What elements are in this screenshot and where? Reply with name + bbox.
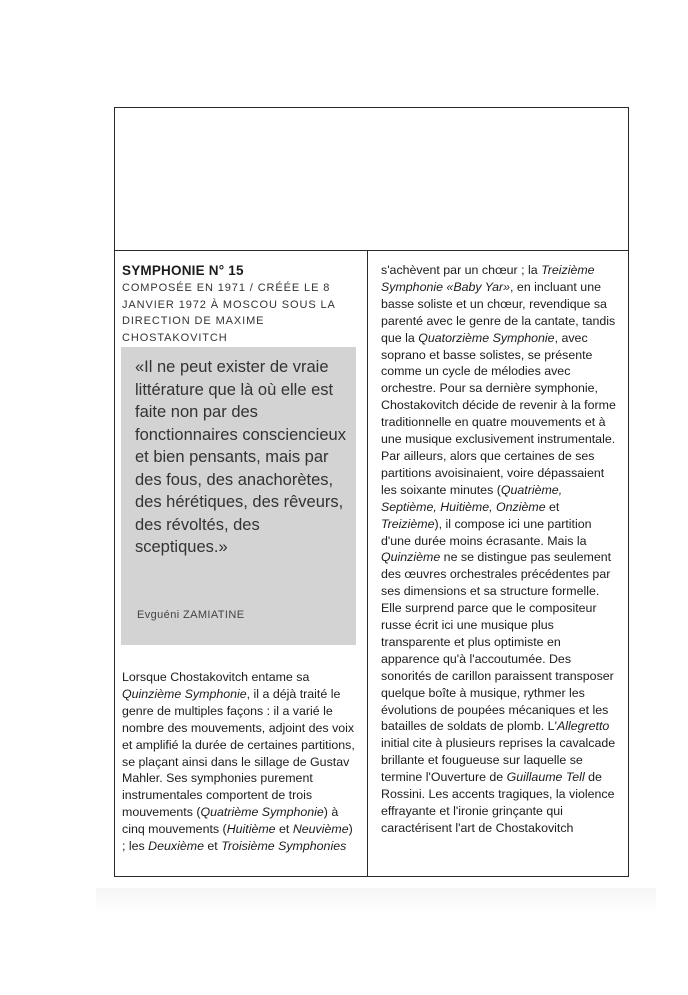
body-text-right: s'achèvent par un chœur ; la Treizième Symphonie «Baby Yar», en incluant une basse soliste et un chœur, revendique sa parenté avec le genre de la cantate, tandis que la Quatorzième Symphonie, avec soprano et basse solistes, se présente comme un cycle de mélodies avec orchestre. Pour sa dernière symphonie, Chostakovitch décide de revenir à la forme traditionnelle en quatre mouvements et à une musique exclusivement instrumentale. Par ailleurs, alors que certaines de ses partitions avoisinaient, voire dépassaient les soixante minutes (Quatrième, Septième, Huitième, Onzième et Treizième), il compose ici une partition d'une durée moins écrasante. Mais la Quinzième ne se distingue pas seulement des œuvres orchestrales précédentes par ses dimensions et sa structure formelle. Elle surprend parce que le compositeur russe écrit ici une musique plus transparente et plus optimiste en apparence qu'à l'accoutumée. Des sonorités de carillon paraissent transposer quelque boîte à musique, rythmer les évolutions de poupées mécaniques et les batailles de soldats de plomb. L'Allegretto initial cite à plusieurs reprises la cavalcade brillante et fougueuse sur laquelle se termine l'Ouverture de Guillaume Tell de Rossini. Les accents tragiques, la violence effrayante et l'ironie grinçante qui caractérisent l'art de Chostakovitch [381,263,616,835]
horizontal-rule [114,250,629,251]
composition-info-line2: JANVIER 1972 À MOSCOU SOUS LA [122,298,336,311]
symphony-title: SYMPHONIE N° 15 [122,263,244,278]
symphony-header [122,262,358,346]
body-text-left: Lorsque Chostakovitch entame sa Quinzième Symphonie, il a déjà traité le genre de multiples façons : il a varié le nombre des mouvements, adjoint des voix et amplifié la durée de certaines partitions, se plaçant ainsi dans le sillage de Gustav Mahler. Ses symphonies purement instrumentales comportent de trois mouvements (Quatrième Symphonie) à cinq mouvements (Huitième et Neuvième) ; les Deuxième et Troisième Symphonies [122,670,355,854]
composition-info-line3: DIRECTION DE MAXIME CHOSTAKOVITCH [122,315,265,344]
quote-text: «Il ne peut exister de vraie littérature que là où elle est faite non par des fonctionnaires consciencieux et bien pensants, mais par des fous, des anachorètes, des hérétiques, des rêveurs, des révoltés, des sceptiques.» [135,358,346,556]
composition-info-line1: COMPOSÉE EN 1971 / CRÉÉE LE 8 [122,282,331,294]
scan-shadow [96,888,656,914]
column-divider [367,250,368,877]
quote-author: Evguéni ZAMIATINE [137,609,245,621]
